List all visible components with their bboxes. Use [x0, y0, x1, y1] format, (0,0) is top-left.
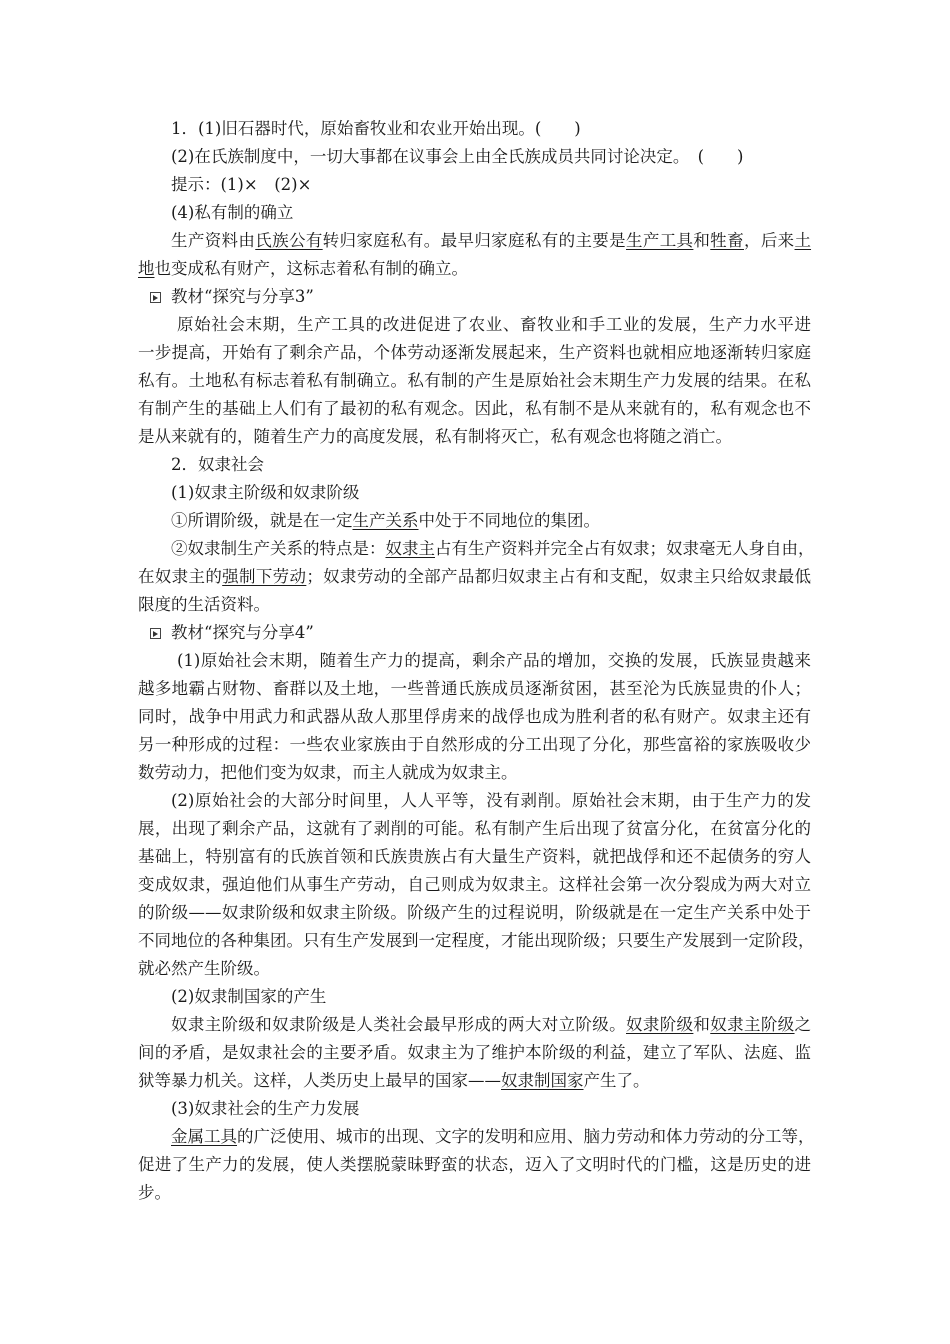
underlined-key-term: 奴隶主	[385, 539, 435, 558]
box4a-line-1: (1)原始社会末期，随着生产力的提高，剩余产品的增加，交换的发展，氏族显贵越来	[177, 651, 811, 670]
slavery-relations-line-1	[0, 535, 815, 563]
text-segment: 和	[693, 231, 711, 250]
box4a-line-4: 另一种形成的过程：一些农业家族由于自然形成的分工出现了分化，那些富裕的家族吸收少	[138, 735, 811, 754]
textbook-box-label: 教材“探究与分享3”	[171, 287, 314, 306]
underlined-key-term: 地	[138, 259, 155, 278]
definition-class	[0, 507, 811, 535]
slavery-relations-line-3: 限度的生活资料。	[138, 595, 270, 614]
question-2: (2)在氏族制度中，一切大事都在议事会上由全氏族成员共同讨论决定。 ( )	[171, 147, 744, 166]
text-segment: 也变成私有财产，这标志着私有制的确立。	[154, 259, 468, 278]
underlined-key-term: 奴隶制国家	[501, 1071, 584, 1090]
box4b-line-7: 就必然产生阶级。	[138, 959, 270, 978]
textbook-box-label: 教材“探究与分享4”	[171, 623, 314, 642]
box3-line-2: 一步提高，开始有了剩余产品，个体劳动逐渐发展起来，生产资料也就相应地逐渐转归家庭	[138, 343, 811, 362]
heading-private-ownership: (4)私有制的确立	[171, 203, 294, 222]
paragraph-private-ownership-line-2	[0, 255, 811, 283]
box4b-line-5: 的阶级——奴隶阶级和奴隶主阶级。阶级产生的过程说明，阶级就是在一定生产关系中处于	[138, 903, 811, 922]
text-segment: ，后来	[743, 231, 795, 250]
text-segment: ；奴隶劳动的全部产品都归奴隶主占有和支配，奴隶主只给奴隶最低	[306, 567, 812, 586]
underlined-key-term: 土	[794, 231, 812, 250]
underlined-key-term: 生产关系	[352, 511, 419, 530]
document-page	[0, 115, 950, 1207]
text-segment: 狱等暴力机关。这样，人类历史上最早的国家——	[138, 1071, 501, 1090]
text-segment: 占有生产资料并完全占有奴隶；奴隶毫无人身自由，	[435, 539, 815, 558]
underlined-key-term: 强制下劳动	[222, 567, 307, 586]
productivity-line-3: 步。	[138, 1183, 171, 1202]
underlined-key-term: 金属工具	[171, 1127, 237, 1146]
slave-state-line-3	[0, 1067, 811, 1095]
box4a-line-5: 数劳动力，把他们变为奴隶，而主人就成为奴隶主。	[138, 763, 518, 782]
text-segment: 转归家庭私有。最早归家庭私有的主要是	[322, 231, 626, 250]
textbook-box-heading-4	[0, 619, 811, 647]
box4b-line-6: 不同地位的各种集团。只有生产发展到一定程度，才能出现阶级；只要生产发展到一定阶段，	[138, 931, 815, 950]
text-segment: 和	[693, 1015, 711, 1034]
box3-line-5: 是从来就有的，随着生产力的高度发展，私有制将灭亡，私有观念也将随之消亡。	[138, 427, 732, 446]
slavery-relations-line-2	[0, 563, 811, 591]
box4b-line-4: 变成奴隶，强迫他们从事生产劳动，自己则成为奴隶主。这样社会第一次分裂成为两大对立	[138, 875, 811, 894]
question-1: 1．(1)旧石器时代，原始畜牧业和农业开始出现。( )	[171, 119, 581, 138]
underlined-key-term: 生产工具	[626, 231, 694, 250]
slave-state-line-1	[0, 1011, 811, 1039]
box3-line-3: 私有。土地私有标志着私有制确立。私有制的产生是原始社会末期生产力发展的结果。在私	[138, 371, 811, 390]
text-segment: 生产资料由	[171, 231, 256, 250]
heading-slave-society: 2．奴隶社会	[171, 455, 264, 474]
box3-line-1: 原始社会末期，生产工具的改进促进了农业、畜牧业和手工业的发展，生产力水平进	[177, 315, 811, 334]
hint-answer: 提示：(1)× (2)×	[171, 175, 312, 194]
play-marker-icon	[150, 292, 161, 303]
text-segment: ②奴隶制生产关系的特点是：	[171, 539, 386, 558]
box4a-line-3: 同时，战争中用武力和武器从敌人那里俘虏来的战俘也成为胜利者的私有财产。奴隶主还有	[138, 707, 811, 726]
text-segment: 中处于不同地位的集团。	[418, 511, 600, 530]
heading-slave-state: (2)奴隶制国家的产生	[171, 987, 327, 1006]
text-segment: 之	[794, 1015, 812, 1034]
box4a-line-2: 越多地霸占财物、畜群以及土地，一些普通氏族成员逐渐贫困，甚至沦为氏族显贵的仆人；	[138, 679, 811, 698]
box4b-line-3: 基础上，特别富有的氏族首领和氏族贵族占有大量生产资料，就把战俘和还不起债务的穷人	[138, 847, 811, 866]
textbook-box-heading-3	[0, 283, 811, 311]
play-marker-icon	[150, 628, 161, 639]
underlined-key-term: 牲畜	[710, 231, 744, 250]
text-segment: ①所谓阶级，就是在一定	[171, 511, 353, 530]
underlined-key-term: 奴隶阶级	[626, 1015, 694, 1034]
productivity-line-1	[0, 1123, 815, 1151]
text-segment: 奴隶主阶级和奴隶阶级是人类社会最早形成的两大对立阶级。	[171, 1015, 626, 1034]
underlined-key-term: 奴隶主阶级	[710, 1015, 795, 1034]
heading-productivity: (3)奴隶社会的生产力发展	[171, 1099, 360, 1118]
text-segment: 在奴隶主的	[138, 567, 223, 586]
slave-state-line-2: 间的矛盾，是奴隶社会的主要矛盾。奴隶主为了维护本阶级的利益，建立了军队、法庭、监	[138, 1043, 811, 1062]
underlined-key-term: 氏族公有	[255, 231, 323, 250]
box4b-line-2: 展，出现了剩余产品，这就有了剥削的可能。私有制产生后出现了贫富分化，在贫富分化的	[138, 819, 811, 838]
heading-classes: (1)奴隶主阶级和奴隶阶级	[171, 483, 360, 502]
box4b-line-1: (2)原始社会的大部分时间里，人人平等，没有剥削。原始社会末期，由于生产力的发	[171, 791, 811, 810]
text-segment: 产生了。	[583, 1071, 650, 1090]
text-segment: 的广泛使用、城市的出现、文字的发明和应用、脑力劳动和体力劳动的分工等，	[237, 1127, 815, 1146]
box3-line-4: 有制产生的基础上人们有了最初的私有观念。因此，私有制不是从来就有的，私有观念也不	[138, 399, 811, 418]
paragraph-private-ownership-line-1	[0, 227, 811, 255]
productivity-line-2: 促进了生产力的发展，使人类摆脱蒙昧野蛮的状态，迈入了文明时代的门槛，这是历史的进	[138, 1155, 811, 1174]
